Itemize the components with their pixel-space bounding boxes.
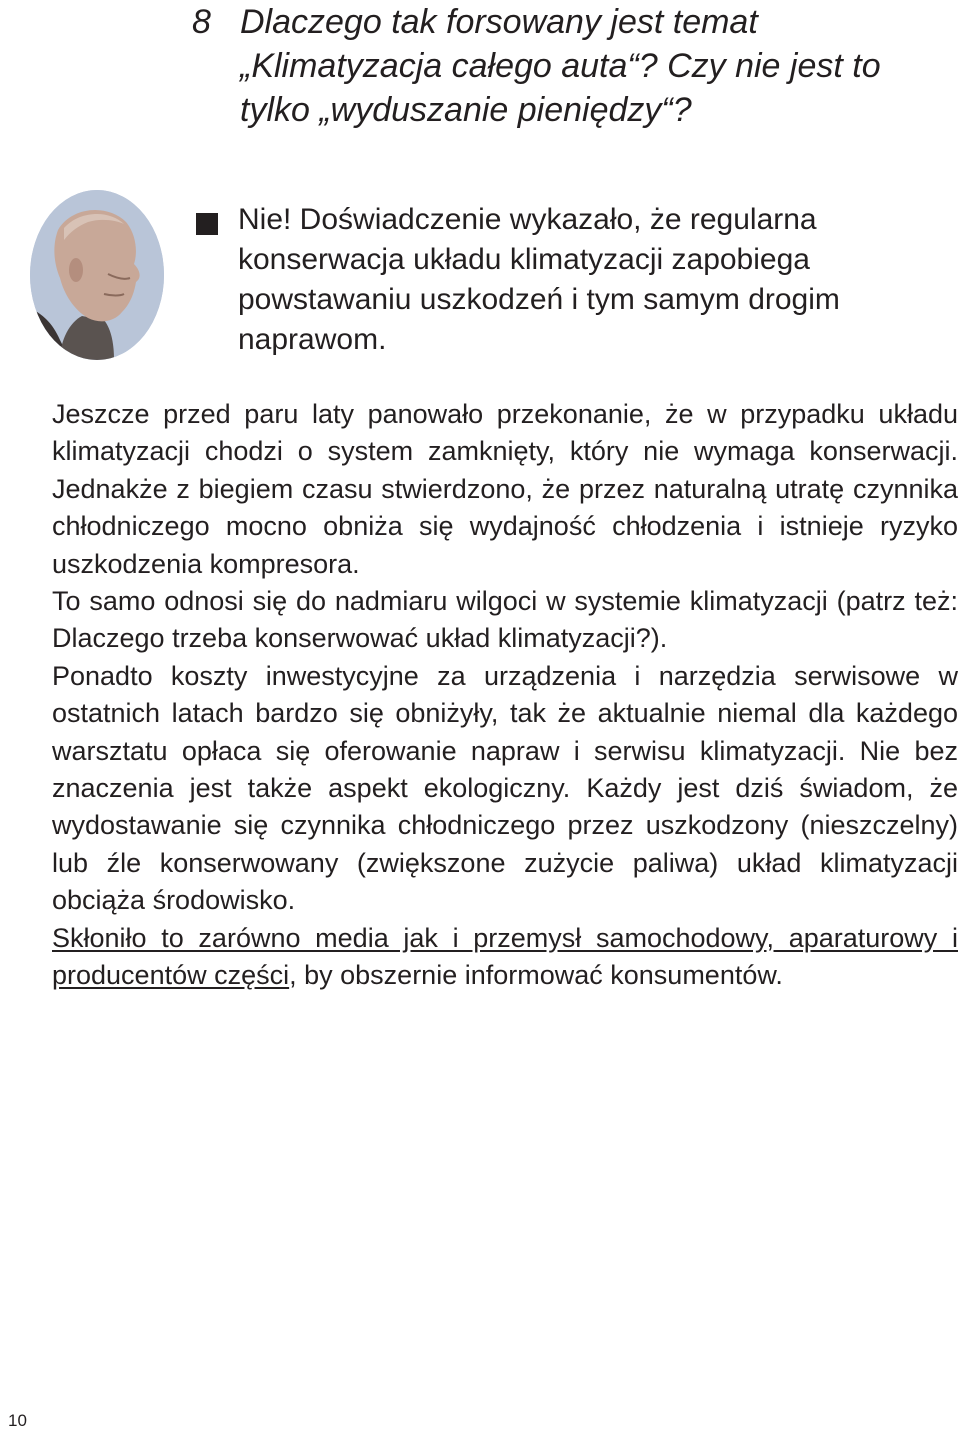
underlined-text: Skłoniło to zarówno media jak i przemysł samochodowy, aparaturowy i producentów części: [52, 922, 958, 991]
body-text: [52, 396, 958, 995]
paragraph: Ponadto koszty inwestycyjne za urządzenia i narzędzia serwisowe w ostatnich latach bardzo się obniżyły, tak że aktualnie niemal dla każdego warsztatu opłaca się oferowanie napraw i serwisu klimatyzacji. Nie bez znaczenia jest także aspekt ekologiczny. Każdy jest dziś świadom, że wydostawanie się czynnika chłodniczego przez uszkodzony (nieszczelny) lub źle konserwowany (zwiększone zużycie paliwa) układ klimatyzacji obciąża środowisko.: [52, 660, 958, 916]
portrait-illustration: [30, 190, 164, 360]
paragraph-closing: [52, 920, 958, 995]
section-heading: [192, 0, 952, 132]
section-number: 8: [192, 3, 211, 41]
closing-text: , by obszernie informować konsumentów.: [289, 960, 783, 991]
paragraph: Jeszcze przed paru laty panowało przekonanie, że w przypadku układu klimatyzacji chodzi o system zamknięty, który nie wymaga konserwacji. Jednakże z biegiem czasu stwierdzono, że przez naturalną utratę czynnika chłodniczego mocno obniża się wydajność chłodzenia i istnieje ryzyko uszkodzenia kompresora.: [52, 399, 958, 579]
expert-portrait: [30, 190, 164, 360]
page-number: 10: [8, 1411, 27, 1430]
answer-text: Nie! Doświadczenie wykazało, że regularna konserwacja układu klimatyzacji zapobiega powstawaniu uszkodzeń i tym samym drogim naprawom.: [238, 203, 840, 356]
answer-block: [196, 200, 951, 360]
section-title: Dlaczego tak forsowany jest temat „Klimatyzacja całego auta“? Czy nie jest to tylko „wyduszanie pieniędzy“?: [240, 3, 881, 129]
paragraph: To samo odnosi się do nadmiaru wilgoci w systemie klimatyzacji (patrz też: Dlaczego trzeba konserwować układ klimatyzacji?).: [52, 586, 958, 654]
square-bullet-icon: [196, 200, 238, 360]
